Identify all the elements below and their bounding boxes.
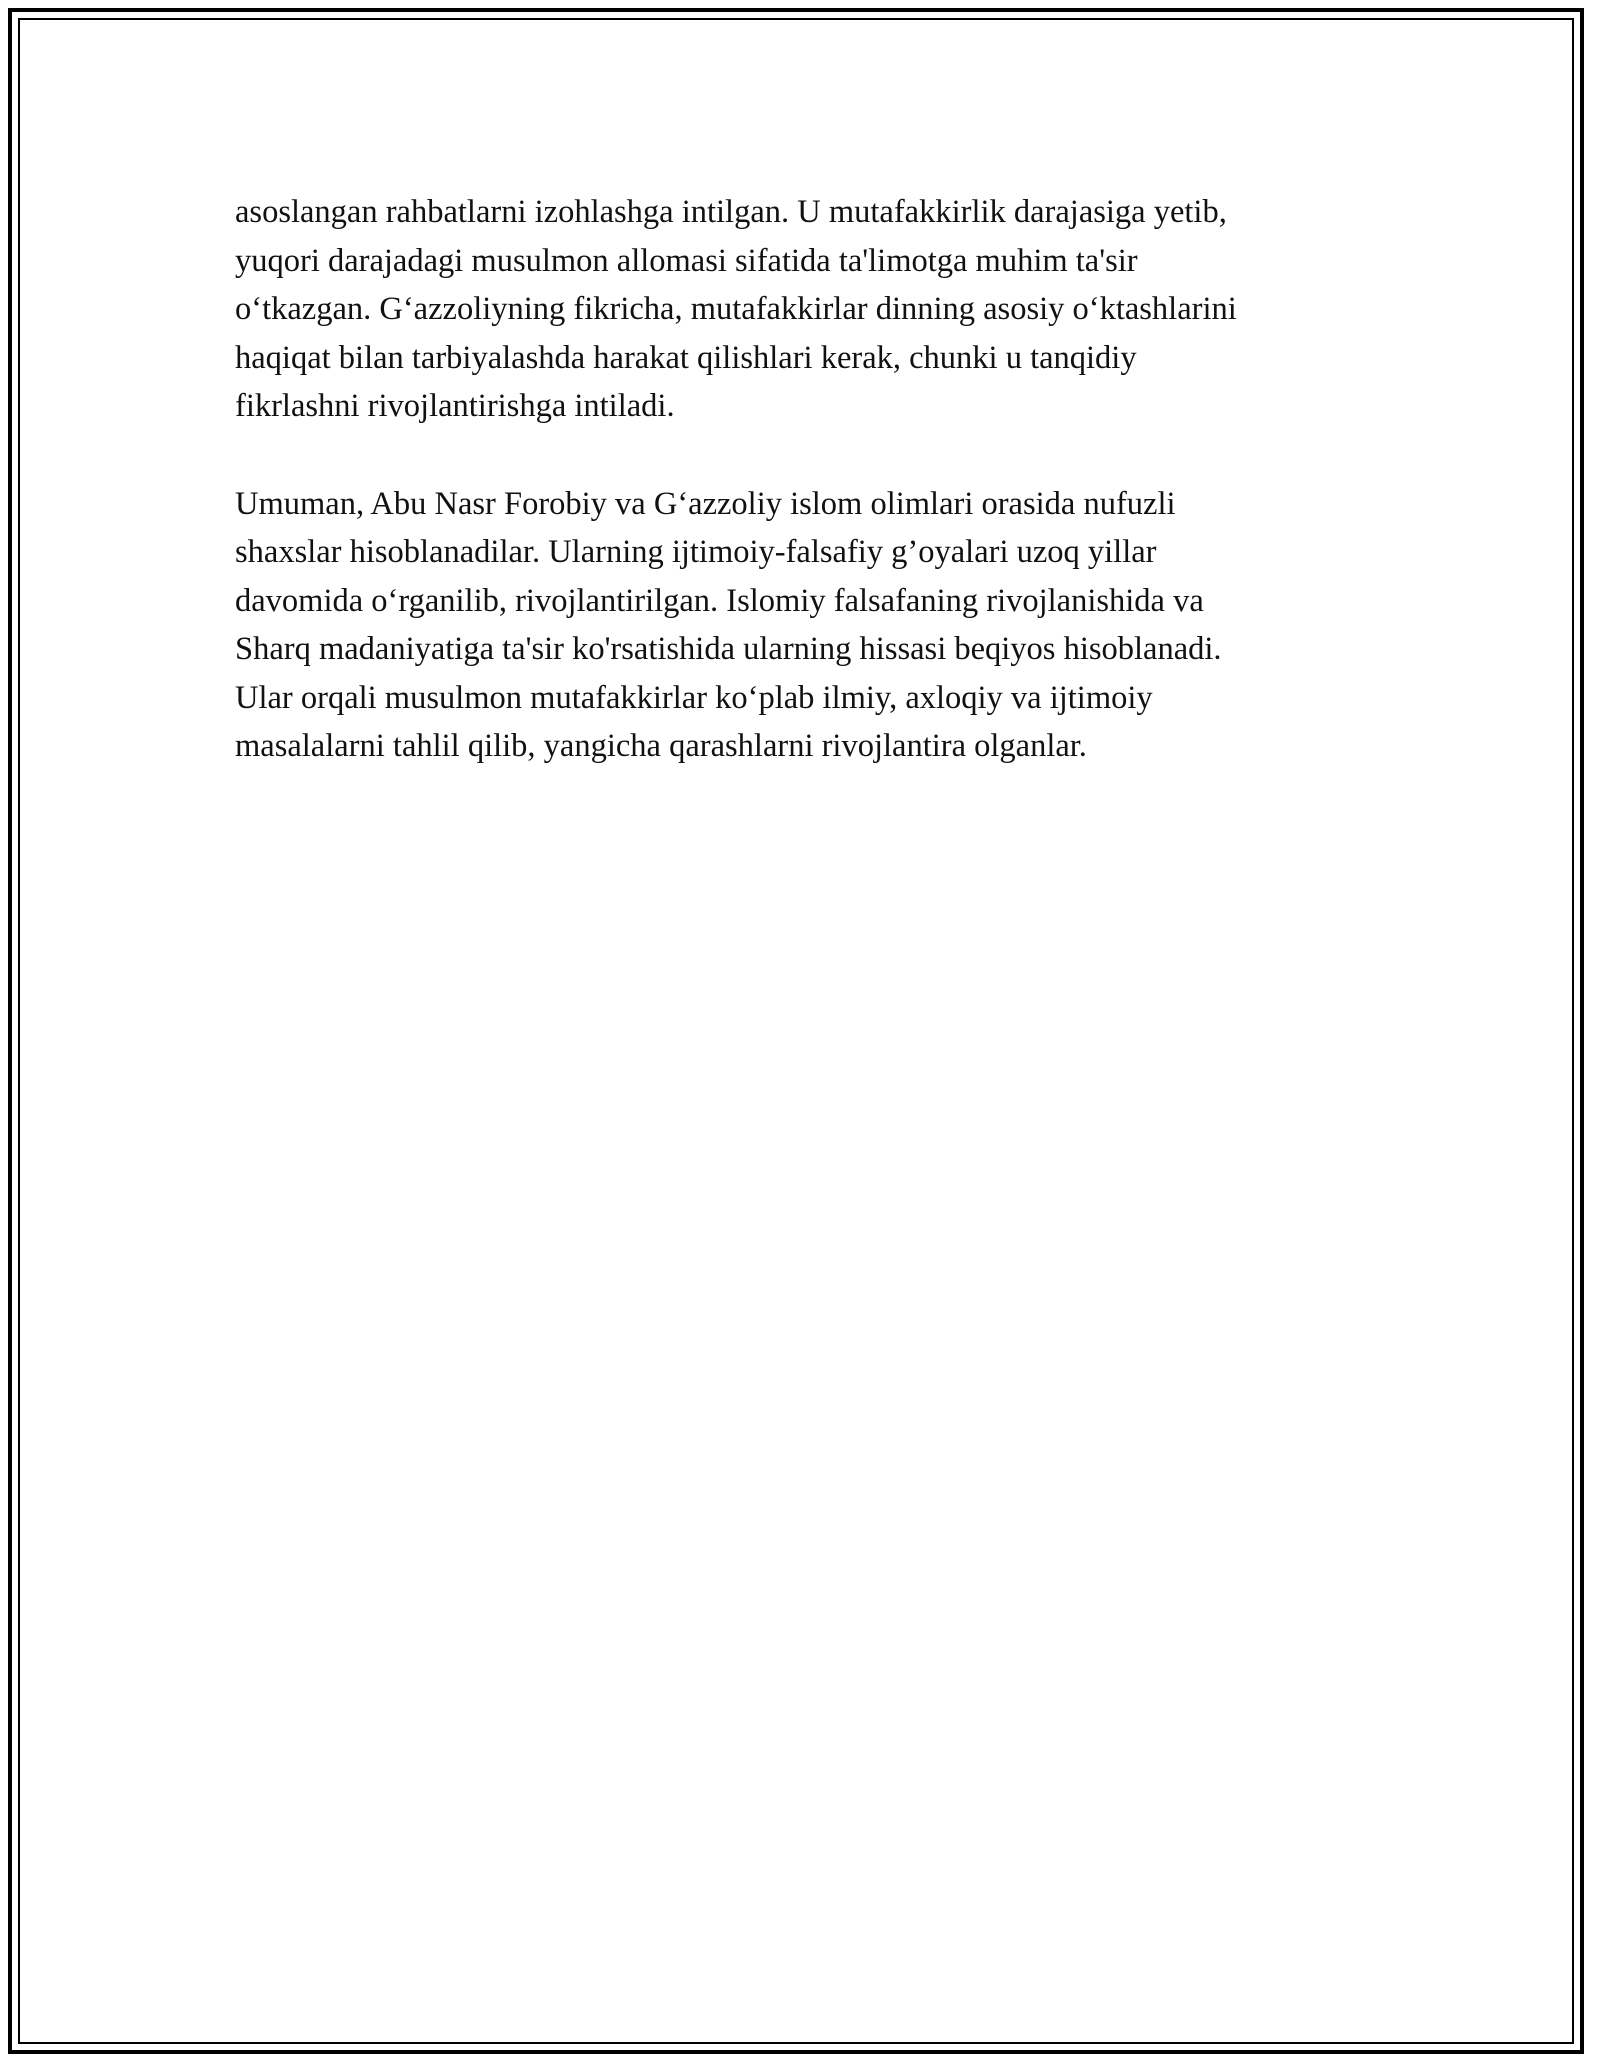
document-body: [235, 188, 1375, 771]
text-line: masalalarni tahlil qilib, yangicha qarashlarni rivojlantira olganlar.: [235, 728, 1087, 764]
text-line: Umuman, Abu Nasr Forobiy va G‘azzoliy islom olimlari orasida nufuzli: [235, 485, 1176, 522]
paragraph-ghazali-views: [235, 188, 1375, 431]
text-line: Ular orqali musulmon mutafakkirlar ko‘plab ilmiy, axloqiy va ijtimoiy: [235, 679, 1153, 716]
text-line: Sharq madaniyatiga ta'sir ko'rsatishida ularning hissasi beqiyos hisoblanadi.: [235, 631, 1222, 667]
text-line: davomida o‘rganilib, rivojlantirilgan. Islomiy falsafaning rivojlanishida va: [235, 582, 1204, 619]
text-line: shaxslar hisoblanadilar. Ularning ijtimoiy-falsafiy g’oyalari uzoq yillar: [235, 534, 1157, 570]
text-line: asoslangan rahbatlarni izohlashga intilgan. U mutafakkirlik darajasiga yetib,: [235, 194, 1227, 230]
text-line: yuqori darajadagi musulmon allomasi sifatida ta'limotga muhim ta'sir: [235, 242, 1138, 279]
text-line: fikrlashni rivojlantirishga intiladi.: [235, 388, 675, 424]
paragraph-conclusion: [235, 480, 1375, 771]
text-line: haqiqat bilan tarbiyalashda harakat qilishlari kerak, chunki u tanqidiy: [235, 339, 1137, 376]
text-line: o‘tkazgan. G‘azzoliyning fikricha, mutafakkirlar dinning asosiy o‘ktashlarini: [235, 291, 1237, 327]
